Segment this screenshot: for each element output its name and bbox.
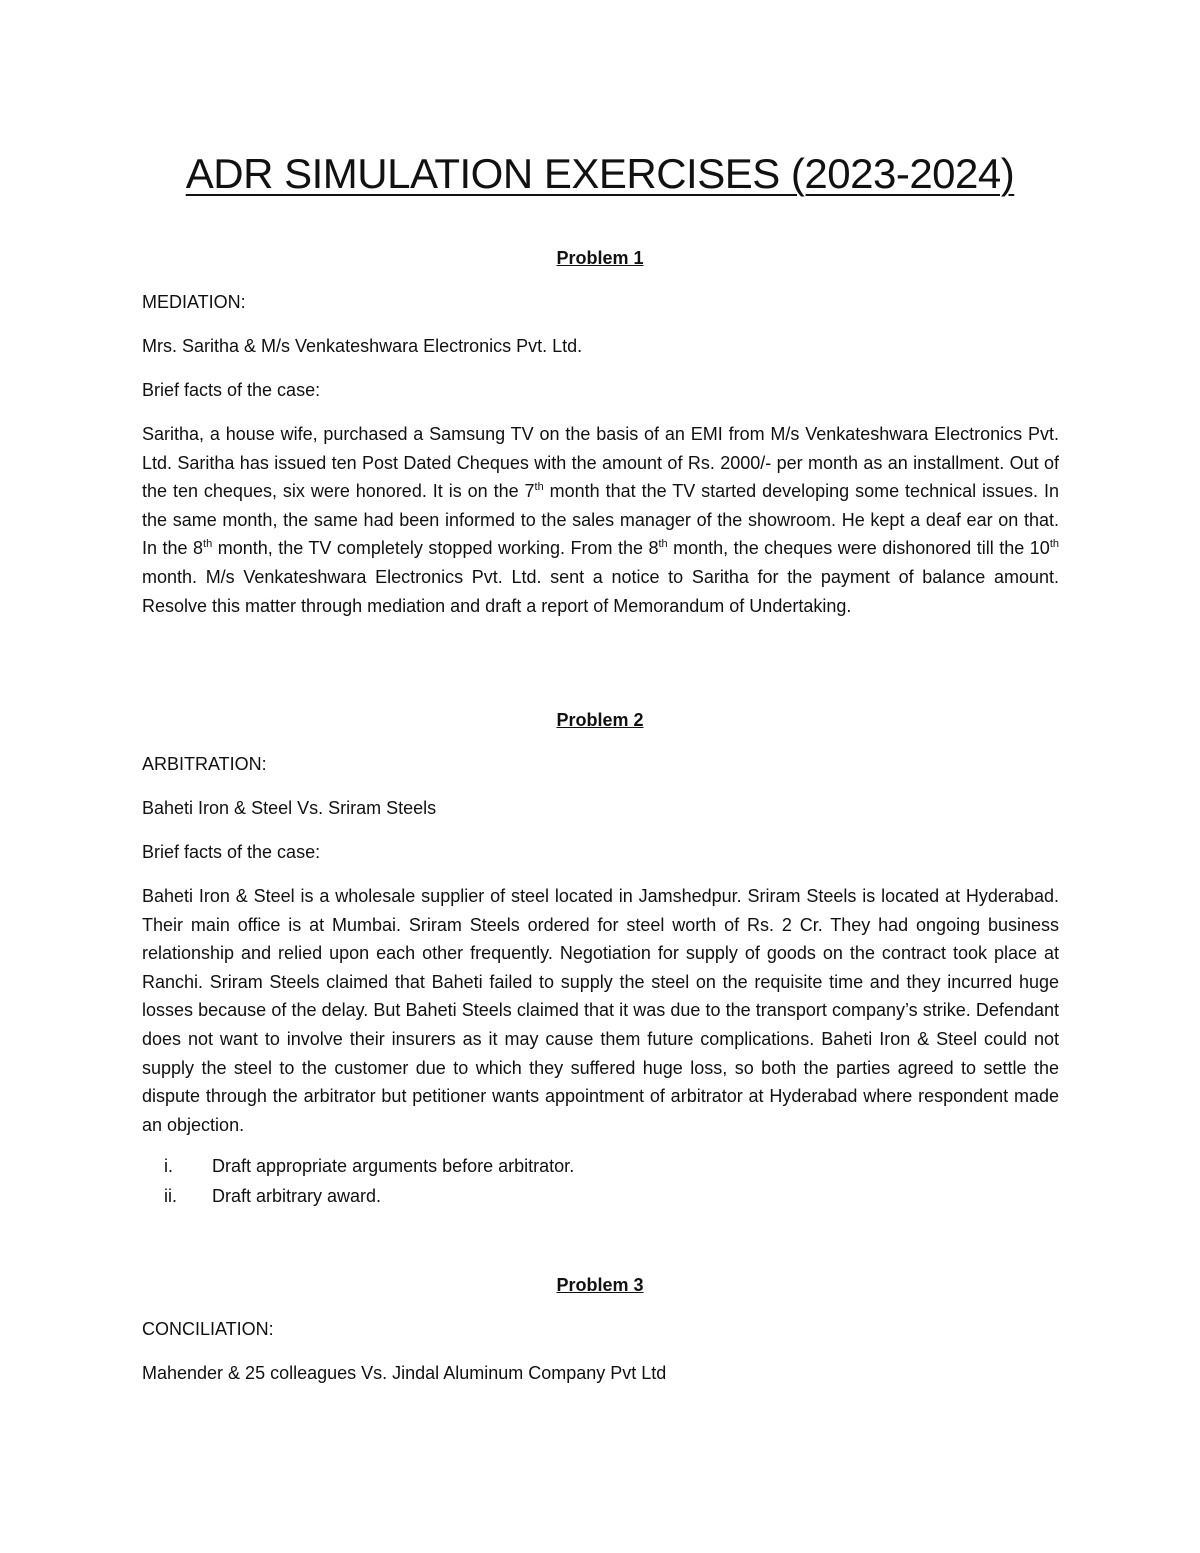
task-text: Draft appropriate arguments before arbitrator. — [212, 1156, 575, 1176]
ordinal-suffix: th — [658, 538, 668, 551]
facts-text-part: month, the cheques were dishonored till the 10 — [667, 538, 1050, 559]
task-number: ii. — [164, 1186, 177, 1206]
problem-2-type: ARBITRATION: — [142, 754, 267, 774]
ordinal-suffix: th — [1049, 538, 1059, 551]
problem-2-heading: Problem 2 — [556, 710, 644, 730]
problem-2-facts: Baheti Iron & Steel is a wholesale supplier of steel located in Jamshedpur. Sriram Steels is located at Hyderabad. Their main office is at Mumbai. Sriram Steels ordered for steel worth of Rs. 2 Cr. They had ongoing business relationship and relied upon each other frequently. Negotiation for supply of goods on the contract took place at Ranchi. Sriram Steels claimed that Baheti failed to supply the steel on the requisite time and they incurred huge losses because of the delay. But Baheti Steels claimed that it was due to the transport company’s strike. Defendant does not want to involve their insurers as it may cause them future complications. Baheti Iron & Steel could not supply the steel to the customer due to which they suffered huge loss, so both the parties agreed to settle the dispute through the arbitrator but petitioner wants appointment of arbitrator at Hyderabad where respondent made an objection. — [142, 886, 1059, 1135]
problem-2-parties: Baheti Iron & Steel Vs. Sriram Steels — [142, 798, 437, 818]
problem-1-facts — [142, 420, 1059, 620]
problem-1-facts-label: Brief facts of the case: — [142, 380, 321, 400]
problem-3-heading: Problem 3 — [556, 1275, 644, 1295]
ordinal-suffix: th — [203, 538, 213, 551]
facts-text-part: month, the TV completely stopped working. From the 8 — [212, 538, 659, 559]
ordinal-suffix: th — [534, 481, 544, 494]
facts-text-part: Saritha, a house wife, purchased a Samsung TV on the basis of an EMI from M/s Venkateshwara Electronics Pvt. Ltd. Saritha has issued ten Post Dated Cheques with the amount of Rs. 2000/- per month as an installment. Out of the ten cheques, six were honored. It is on the 7 — [142, 424, 1059, 502]
facts-text-part: month that the TV started developing some technical issues. In the same month, the same had been informed to the sales manager of the showroom. He kept a deaf ear on that. In the 8 — [142, 481, 1059, 559]
problem-3-type: CONCILIATION: — [142, 1319, 274, 1339]
problem-1-type: MEDIATION: — [142, 292, 246, 312]
problem-2-task — [142, 1156, 574, 1177]
problem-3-parties: Mahender & 25 colleagues Vs. Jindal Aluminum Company Pvt Ltd — [142, 1363, 667, 1383]
problem-2-facts-label: Brief facts of the case: — [142, 842, 321, 862]
task-text: Draft arbitrary award. — [212, 1186, 382, 1206]
problem-1-parties: Mrs. Saritha & M/s Venkateshwara Electronics Pvt. Ltd. — [142, 336, 583, 356]
problem-2-task — [142, 1186, 381, 1207]
document-title: ADR SIMULATION EXERCISES (2023-2024) — [185, 150, 1015, 197]
task-number: i. — [164, 1156, 173, 1176]
problem-1-heading: Problem 1 — [556, 248, 644, 268]
facts-text-part: month. M/s Venkateshwara Electronics Pvt. Ltd. sent a notice to Saritha for the payment of balance amount. Resolve this matter through mediation and draft a report of Memorandum of Undertaking. — [142, 566, 1059, 616]
